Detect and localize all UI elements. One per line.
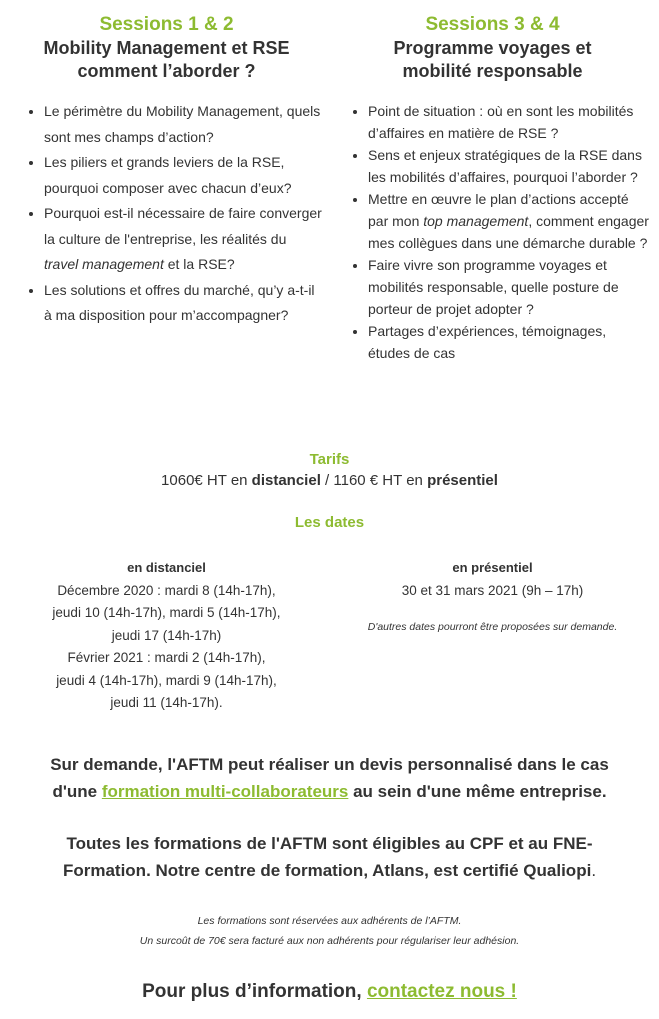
tarifs-heading: Tarifs (309, 451, 350, 468)
list-item: • Mettre en œuvre le plan d’actions accepté par mon top management, comment engager mes collègues dans une démarche durable ? (368, 188, 649, 254)
list-item: • Point de situation : où en sont les mobilités d’affaires en matière de RSE ? (368, 100, 649, 144)
devis-paragraph (20, 751, 639, 805)
subtitle-line: mobilité responsable (402, 61, 583, 81)
subtitle-line: Mobility Management et RSE (43, 38, 290, 58)
devis-line: d'une formation multi-collaborateurs au sein d'une même entreprise. (52, 782, 607, 801)
sessions-1-2-column (10, 10, 323, 329)
date-line: jeudi 11 (14h-17h). (110, 695, 223, 710)
list-item: • Faire vivre son programme voyages et mobilités responsable, quelle posture de porteur de projet adopter ? (368, 254, 649, 320)
presentiel-label: en présentiel (452, 560, 533, 575)
sessions-3-4-list (336, 100, 649, 364)
sessions-1-2-list (10, 99, 323, 329)
date-line: Février 2021 : mardi 2 (14h-17h), (67, 650, 266, 665)
list-item: • Partages d’expériences, témoignages, études de cas (368, 320, 649, 364)
sessions-1-2-subtitle (10, 37, 323, 83)
formation-multi-collaborateurs-link[interactable]: formation multi-collaborateurs (101, 782, 349, 801)
tarifs-line: 1060€ HT en distanciel / 1160 € HT en présentiel (161, 472, 498, 489)
date-line: jeudi 10 (14h-17h), mardi 5 (14h-17h), (52, 605, 281, 620)
sessions-1-2-title: Sessions 1 & 2 (99, 14, 234, 35)
subtitle-line: comment l’aborder ? (77, 61, 256, 81)
presentiel-note: D'autres dates pourront être proposées sur demande. (367, 621, 618, 633)
distanciel-label: en distanciel (127, 560, 206, 575)
adherents-footnote (0, 911, 659, 951)
list-item: • Les solutions et offres du marché, qu’y a-t-il à ma disposition pour m’accompagner? (44, 278, 323, 329)
date-line: Décembre 2020 : mardi 8 (14h-17h), (57, 582, 276, 598)
list-item: • Pourquoi est-il nécessaire de faire converger la culture de l'entreprise, les réalités du travel management et la RSE? (44, 201, 323, 278)
devis-line: Sur demande, l'AFTM peut réaliser un devis personnalisé dans le cas (50, 755, 609, 774)
dates-presentiel (336, 557, 649, 639)
dates-distanciel (10, 557, 323, 715)
footnote-line: Les formations sont réservées aux adhérents de l’AFTM. (197, 915, 462, 927)
date-line: jeudi 17 (14h-17h) (111, 627, 222, 643)
cpf-line: Toutes les formations de l'AFTM sont éligibles au CPF et au FNE- (66, 834, 593, 853)
date-line: jeudi 4 (14h-17h), mardi 9 (14h-17h), (56, 672, 277, 688)
dates-heading: Les dates (294, 514, 365, 531)
list-item: • Sens et enjeux stratégiques de la RSE dans les mobilités d’affaires, pourquoi l’aborder ? (368, 144, 649, 188)
contactez-nous-link[interactable]: contactez nous ! (366, 981, 517, 1002)
list-item: • Le périmètre du Mobility Management, quels sont mes champs d’action? (44, 99, 323, 150)
cpf-line: Formation. Notre centre de formation, Atlans, est certifié Qualiopi. (62, 861, 597, 880)
sessions-3-4-subtitle (336, 37, 649, 83)
sessions-3-4-title: Sessions 3 & 4 (425, 14, 560, 35)
contact-line: Pour plus d’information, contactez nous ! (142, 981, 517, 1002)
list-item: • Les piliers et grands leviers de la RSE, pourquoi composer avec chacun d’eux? (44, 150, 323, 201)
subtitle-line: Programme voyages et (393, 38, 592, 58)
date-line: 30 et 31 mars 2021 (9h – 17h) (401, 582, 584, 598)
sessions-3-4-column (336, 10, 649, 364)
cpf-paragraph (20, 830, 639, 884)
footnote-line: Un surcoût de 70€ sera facturé aux non adhérents pour régulariser leur adhésion. (139, 935, 520, 947)
